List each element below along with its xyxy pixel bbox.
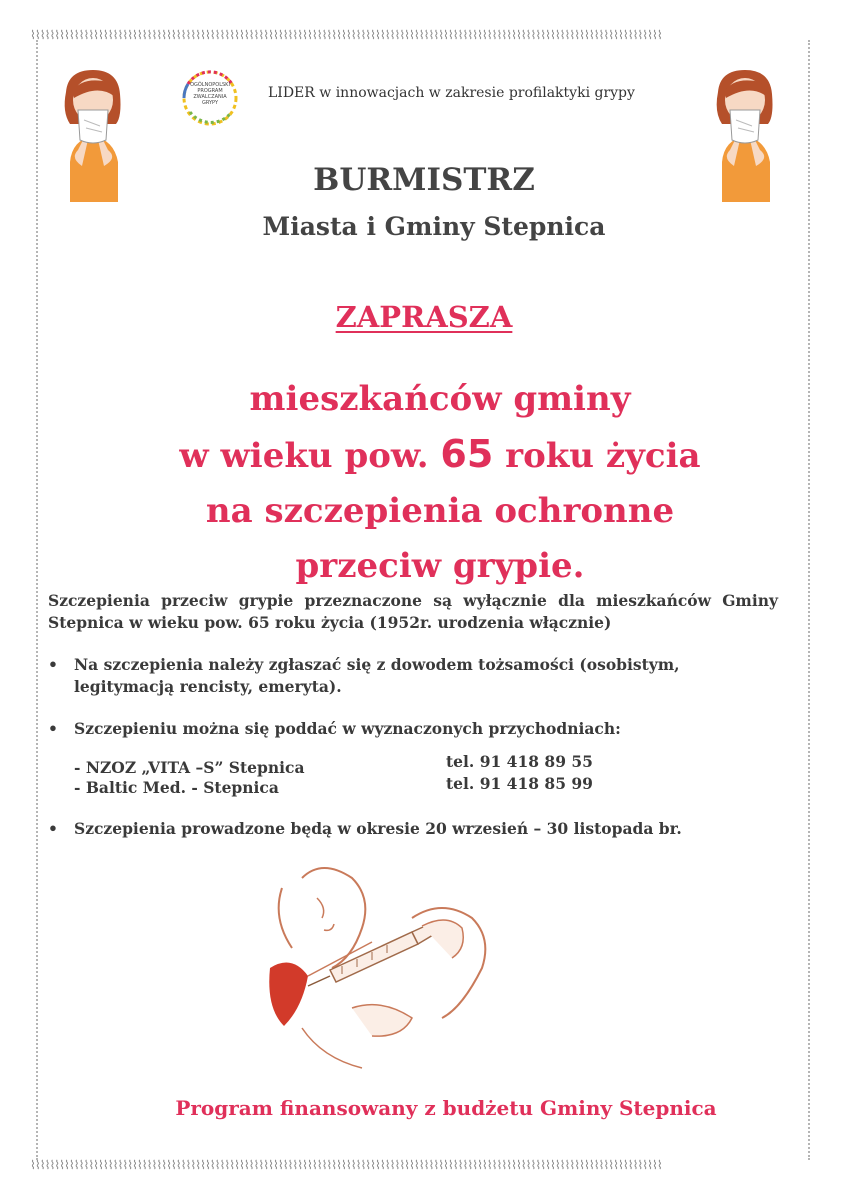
page-border-top: ⌇⌇⌇⌇⌇⌇⌇⌇⌇⌇⌇⌇⌇⌇⌇⌇⌇⌇⌇⌇⌇⌇⌇⌇⌇⌇⌇⌇⌇⌇⌇⌇⌇⌇⌇⌇⌇⌇⌇⌇⌇⌇⌇⌇⌇⌇⌇⌇⌇⌇⌇⌇⌇⌇⌇⌇⌇⌇⌇⌇⌇⌇⌇⌇⌇⌇⌇⌇⌇⌇⌇⌇⌇⌇⌇⌇⌇⌇⌇⌇⌇⌇⌇⌇⌇⌇⌇⌇⌇⌇⌇⌇⌇⌇⌇⌇⌇⌇⌇⌇⌇⌇⌇⌇⌇⌇⌇⌇⌇⌇⌇⌇⌇⌇⌇⌇⌇⌇⌇⌇⌇⌇⌇⌇⌇⌇⌇⌇⌇⌇ [30, 28, 662, 42]
clinic-name: - NZOZ „VITA –S” Stepnica [74, 758, 305, 777]
intro-paragraph: Szczepienia przeciw grypie przeznaczone są wyłącznie dla mieszkańców Gminy Stepnica w wieku pow. 65 roku życia (1952r. urodzenia włącznie) [48, 591, 778, 632]
clinic-name: - Baltic Med. - Stepnica [74, 778, 279, 797]
headline-line-3: na szczepienia ochronne [205, 491, 675, 531]
headline-line-4: przeciw grypie. [295, 546, 585, 586]
page-border-right [808, 40, 818, 1160]
clinic-phone: tel. 91 418 89 55 [446, 752, 593, 771]
headline-line-1: mieszkańców gminy [249, 379, 631, 419]
bullet-dot: • [48, 655, 58, 674]
page-border-left [36, 40, 46, 1160]
title-burmistrz: BURMISTRZ [313, 162, 535, 198]
headline [130, 372, 750, 594]
funding-footer: Program finansowany z budżetu Gminy Stepnica [175, 1096, 717, 1120]
flu-program-logo [178, 62, 242, 132]
title-municipality: Miasta i Gminy Stepnica [262, 212, 606, 241]
headline-line-2: w wieku pow. 65 roku życia [179, 432, 701, 476]
page-border-bottom: ⌇⌇⌇⌇⌇⌇⌇⌇⌇⌇⌇⌇⌇⌇⌇⌇⌇⌇⌇⌇⌇⌇⌇⌇⌇⌇⌇⌇⌇⌇⌇⌇⌇⌇⌇⌇⌇⌇⌇⌇⌇⌇⌇⌇⌇⌇⌇⌇⌇⌇⌇⌇⌇⌇⌇⌇⌇⌇⌇⌇⌇⌇⌇⌇⌇⌇⌇⌇⌇⌇⌇⌇⌇⌇⌇⌇⌇⌇⌇⌇⌇⌇⌇⌇⌇⌇⌇⌇⌇⌇⌇⌇⌇⌇⌇⌇⌇⌇⌇⌇⌇⌇⌇⌇⌇⌇⌇⌇⌇⌇⌇⌇⌇⌇⌇⌇⌇⌇⌇⌇⌇⌇⌇⌇⌇⌇⌇⌇⌇⌇ [30, 1158, 662, 1172]
invite-heading: ZAPRASZA [335, 300, 513, 334]
bullet-dot: • [48, 819, 58, 838]
clinic-phone: tel. 91 418 85 99 [446, 774, 593, 793]
lider-tagline: LIDER w innowacjach w zakresie profilaktyki grypy [268, 85, 635, 101]
bullet-dot: • [48, 719, 58, 738]
logo-text: OGÓLNOPOLSKI PROGRAM ZWALCZANIA GRYPY [190, 82, 230, 106]
vaccination-illustration [262, 858, 512, 1078]
